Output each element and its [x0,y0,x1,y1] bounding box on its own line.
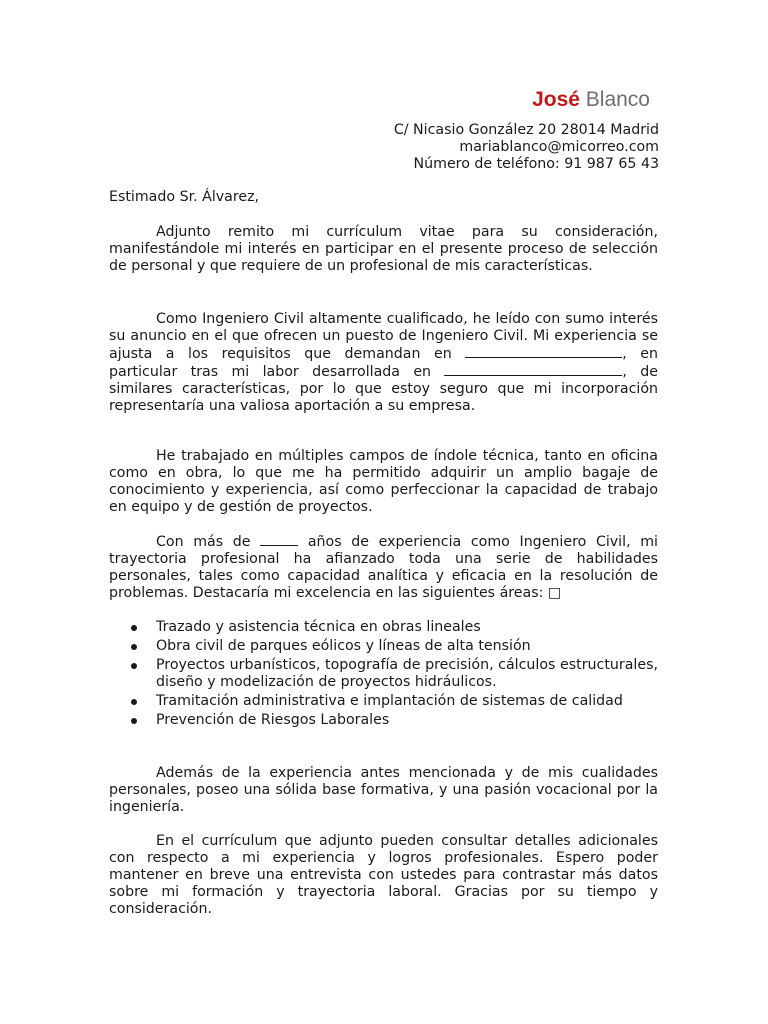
area-text: Prevención de Riesgos Laborales [156,712,390,728]
blank-line-1 [465,345,622,358]
paragraph-closing: En el currículum que adjunto pueden consultar detalles adicionales con respecto a mi experiencia y logros profesionales. Espero poder mantener en breve una entrevista con ustedes para contrastar más datos sobre mi formación y trayectoria laboral. Gracias por su tiempo y consideración. [109,833,658,917]
sender-last-name: Blanco [585,88,650,111]
paragraph-years-text-2: años de experiencia como Ingeniero Civil, mi trayectoria profesional ha afianzado toda una serie de habilidades personales, tales como capacidad analítica y eficacia en la resolución de problemas. Destacaría mi excelencia en las siguientes áreas: □ [109,534,658,601]
sender-contact-block [394,122,659,173]
bullet-icon [131,663,137,669]
sender-email: mariablanco@micorreo.com [459,139,659,155]
area-text: Trazado y asistencia técnica en obras lineales [156,619,481,635]
paragraph-experience [109,311,658,415]
paragraph-intro: Adjunto remito mi currículum vitae para su consideración, manifestándole mi interés en participar en el presente proceso de selección de personal y que requiere de un profesional de mis características. [109,224,658,274]
paragraph-years [109,533,658,602]
paragraph-experience-text-2: , en particular tras mi labor desarrollada en [109,346,658,380]
paragraph-technical: He trabajado en múltiples campos de índole técnica, tanto en oficina como en obra, lo que me ha permitido adquirir un amplio bagaje de conocimiento y experiencia, así como perfeccionar la capacidad de trabajo en equipo y de gestión de proyectos. [109,448,658,515]
sender-address: C/ Nicasio González 20 28014 Madrid [393,122,659,138]
sender-first-name: José [532,88,580,111]
area-text: Tramitación administrativa e implantación de sistemas de calidad [156,693,623,709]
paragraph-experience-text-3: , de similares características, por lo que estoy seguro que mi incorporación representaría una valiosa aportación a su empresa. [109,364,658,414]
paragraph-years-text-1: Con más de [156,534,261,550]
areas-list [109,619,658,731]
list-item [109,657,658,691]
bullet-icon [131,718,137,724]
list-item [109,712,658,729]
paragraph-education: Además de la experiencia antes mencionada y de mis cualidades personales, poseo una sólida base formativa, y una pasión vocacional por la ingeniería. [109,765,658,815]
list-item [109,693,658,710]
bullet-icon [131,644,137,650]
blank-years [260,533,298,546]
bullet-icon [131,699,137,705]
salutation: Estimado Sr. Álvarez, [109,189,260,205]
paragraph-experience-text-1: Como Ingeniero Civil altamente cualificado, he leído con sumo interés su anuncio en el que ofrecen un puesto de Ingeniero Civil. Mi experiencia se ajusta a los requisitos que demandan en [109,311,658,362]
sender-name [532,86,650,114]
bullet-icon [131,625,137,631]
sender-phone: Número de teléfono: 91 987 65 43 [413,156,659,172]
blank-line-2 [444,363,622,376]
list-item [109,638,658,655]
area-text: Proyectos urbanísticos, topografía de precisión, cálculos estructurales, diseño y modelización de proyectos hidráulicos. [156,657,658,690]
area-text: Obra civil de parques eólicos y líneas de alta tensión [156,638,531,654]
list-item [109,619,658,636]
